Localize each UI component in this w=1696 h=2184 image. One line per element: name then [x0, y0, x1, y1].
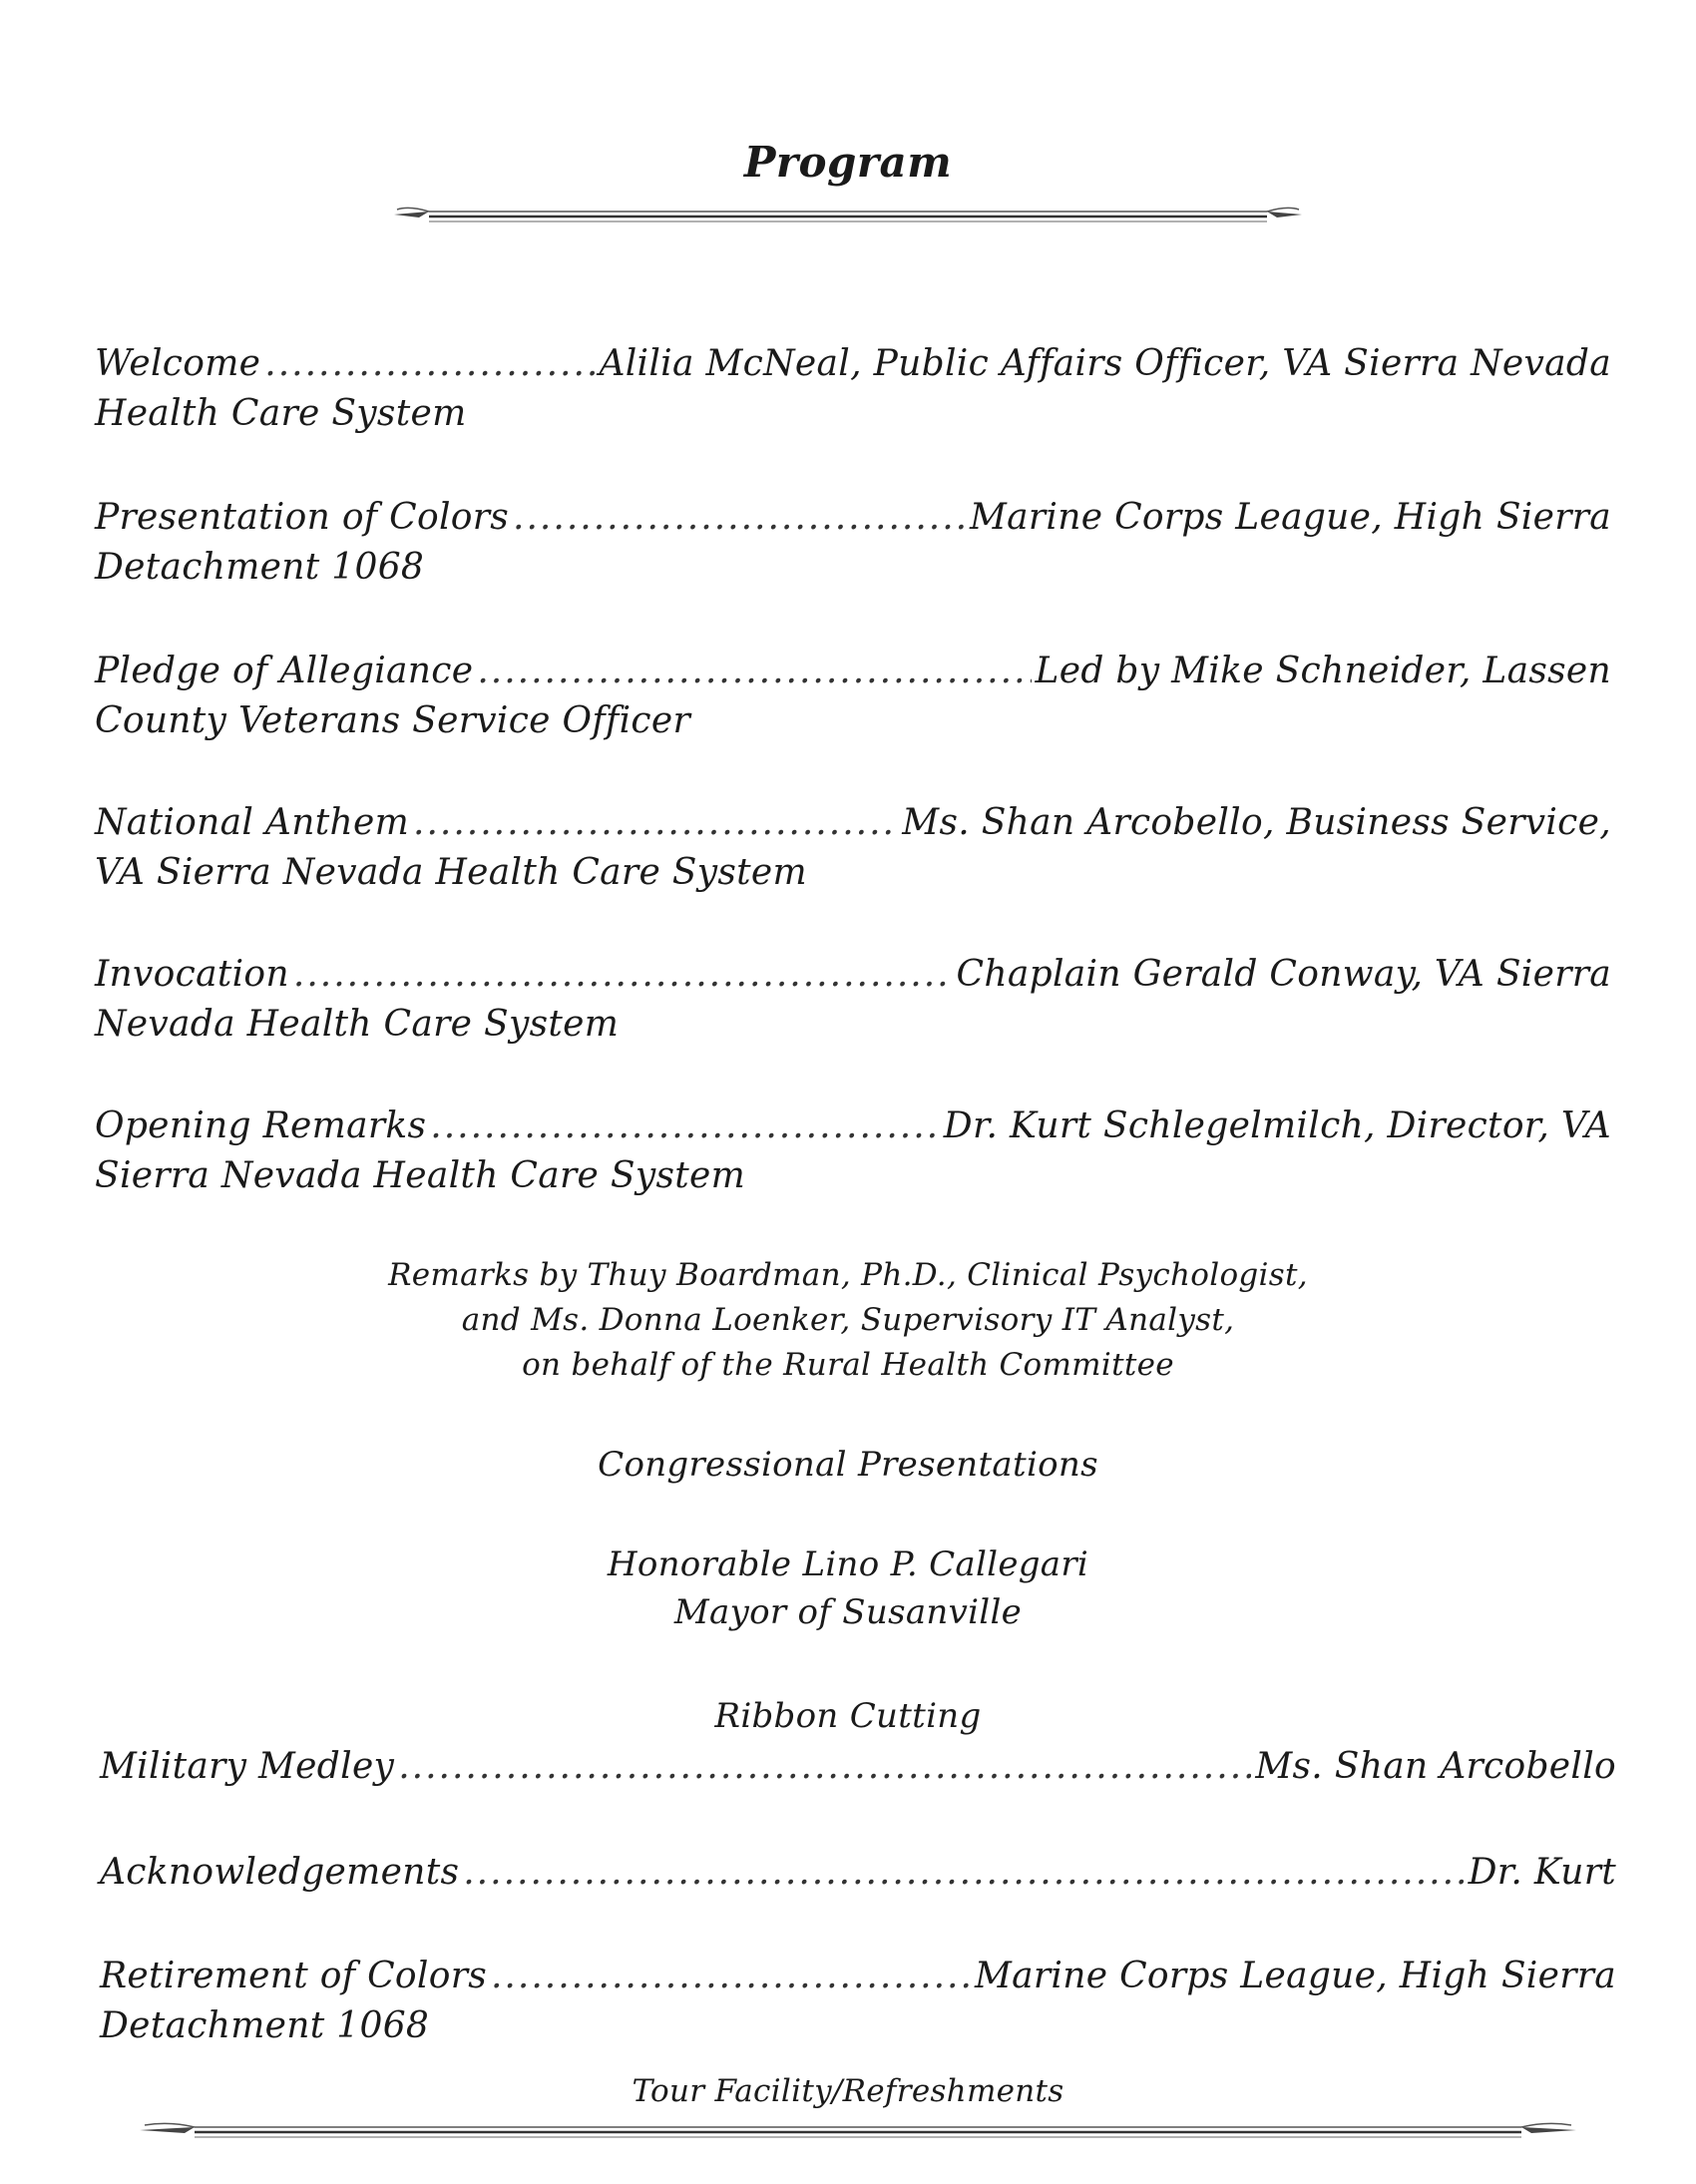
item-label: Opening Remarks [95, 1105, 427, 1146]
program-item-opening-remarks [95, 1101, 1611, 1201]
program-item-pledge-of-allegiance [95, 647, 1611, 746]
item-continuation: Health Care System [95, 393, 467, 434]
item-continuation: Nevada Health Care System [95, 1004, 620, 1045]
dot-leader [477, 647, 1031, 696]
item-label: Retirement of Colors [100, 1956, 487, 1996]
page-title: Program [743, 138, 953, 187]
item-performer: Dr. Kurt [1468, 1852, 1616, 1893]
dot-leader [513, 493, 966, 543]
honorable-title: Mayor of Susanville [673, 1592, 1023, 1632]
item-performer: Dr. Kurt Schlegelmilch, Director, VA [943, 1105, 1611, 1146]
item-label: Acknowledgements [100, 1852, 460, 1893]
item-label: Invocation [95, 954, 289, 995]
item-continuation: Detachment 1068 [95, 547, 425, 588]
program-item-national-anthem [95, 798, 1611, 898]
remarks-line: Remarks by Thuy Boardman, Ph.D., Clinical Psychologist, [388, 1257, 1308, 1293]
program-item-acknowledgements [100, 1848, 1616, 1898]
item-performer: Ms. Shan Arcobello, Business Service, [902, 802, 1611, 843]
remarks-line: on behalf of the Rural Health Committee [522, 1347, 1174, 1383]
item-continuation: VA Sierra Nevada Health Care System [95, 852, 807, 893]
honorable-name: Honorable Lino P. Callegari [607, 1544, 1089, 1584]
dot-leader [264, 339, 595, 389]
item-performer: Chaplain Gerald Conway, VA Sierra [956, 954, 1611, 995]
item-performer: Marine Corps League, High Sierra [969, 497, 1611, 538]
congressional-presentations: Congressional Presentations [598, 1445, 1098, 1485]
program-item-retirement-of-colors [100, 1952, 1616, 2051]
item-label: National Anthem [95, 802, 409, 843]
dot-leader [413, 798, 898, 848]
item-continuation: County Veterans Service Officer [95, 700, 690, 741]
item-label: Military Medley [100, 1746, 395, 1787]
item-performer: Led by Mike Schneider, Lassen [1035, 651, 1611, 691]
program-item-military-medley [100, 1742, 1616, 1792]
item-performer: Ms. Shan Arcobello [1255, 1746, 1616, 1787]
item-performer: Alilia McNeal, Public Affairs Officer, VA Sierra Nevada [599, 343, 1611, 384]
dot-leader [293, 950, 953, 1000]
honorable-block [0, 1540, 1696, 1636]
item-continuation: Detachment 1068 [100, 2005, 430, 2046]
program-item-presentation-of-colors [95, 493, 1611, 593]
bottom-ornament-divider [135, 2115, 1581, 2145]
program-item-invocation [95, 950, 1611, 1050]
program-item-welcome [95, 339, 1611, 439]
remarks-line: and Ms. Donna Loenker, Supervisory IT Analyst, [461, 1302, 1235, 1338]
dot-leader [398, 1742, 1251, 1792]
item-performer: Marine Corps League, High Sierra [974, 1956, 1616, 1996]
footer-note: Tour Facility/Refreshments [632, 2073, 1064, 2109]
remarks-block [0, 1253, 1696, 1388]
dot-leader [491, 1952, 971, 2001]
ribbon-cutting: Ribbon Cutting [714, 1696, 982, 1736]
item-label: Welcome [95, 343, 261, 384]
item-label: Pledge of Allegiance [95, 651, 474, 691]
dot-leader [430, 1101, 940, 1151]
item-label: Presentation of Colors [95, 497, 510, 538]
top-ornament-divider [389, 200, 1307, 229]
dot-leader [463, 1848, 1464, 1898]
item-continuation: Sierra Nevada Health Care System [95, 1155, 746, 1196]
